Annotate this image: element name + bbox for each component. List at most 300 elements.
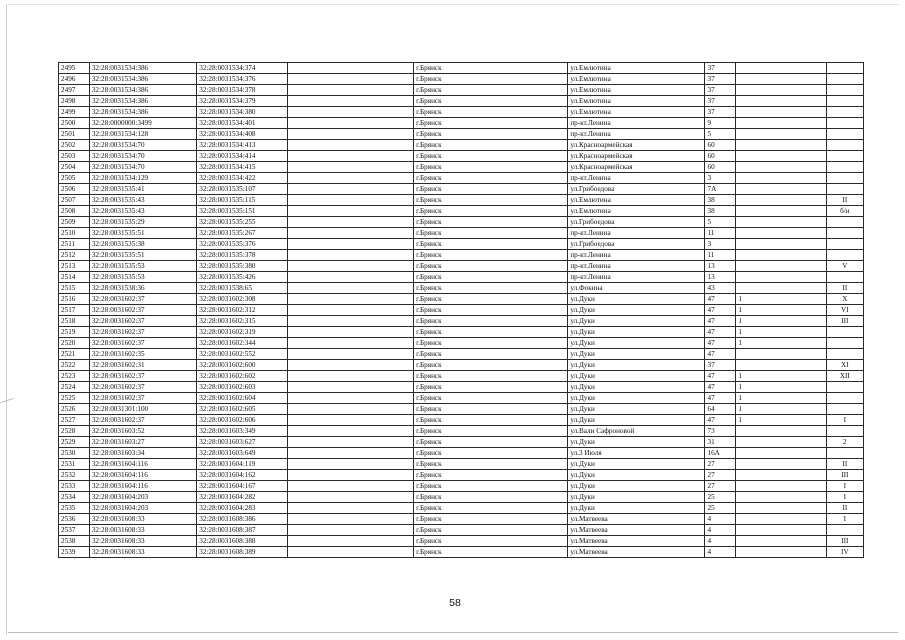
empty-cell [287, 393, 414, 404]
house-number-cell: 27 [705, 481, 736, 492]
premises-number-cell [826, 85, 863, 96]
house-number-cell: 47 [705, 305, 736, 316]
object-cadastral-number-cell: 32:28:0031604:167 [197, 481, 287, 492]
premises-number-cell [826, 349, 863, 360]
building-cell [736, 448, 826, 459]
object-cadastral-number-cell: 32:28:0031534:379 [197, 96, 287, 107]
house-number-cell: 47 [705, 316, 736, 327]
table-row [59, 415, 864, 426]
row-number-cell: 2520 [59, 338, 90, 349]
cadastral-number-cell: 32:28:0031535:41 [89, 184, 196, 195]
street-cell: пр-кт.Ленина [568, 118, 705, 129]
premises-number-cell: III [826, 316, 863, 327]
house-number-cell: 9 [705, 118, 736, 129]
object-cadastral-number-cell: 32:28:0031534:422 [197, 173, 287, 184]
building-cell: 1 [736, 393, 826, 404]
cadastral-number-cell: 32:28:0031534:386 [89, 107, 196, 118]
premises-number-cell [826, 426, 863, 437]
object-cadastral-number-cell: 32:28:0031535:255 [197, 217, 287, 228]
row-number-cell: 2506 [59, 184, 90, 195]
city-cell: г.Брянск [414, 360, 568, 371]
street-cell: ул.Дуки [568, 371, 705, 382]
city-cell: г.Брянск [414, 393, 568, 404]
building-cell [736, 426, 826, 437]
street-cell: ул.Красноармейская [568, 151, 705, 162]
table-row [59, 404, 864, 415]
house-number-cell: 37 [705, 85, 736, 96]
object-cadastral-number-cell: 32:28:0031602:552 [197, 349, 287, 360]
building-cell [736, 272, 826, 283]
empty-cell [287, 470, 414, 481]
building-cell [736, 360, 826, 371]
building-cell [736, 503, 826, 514]
table-row [59, 492, 864, 503]
street-cell: ул.Дуки [568, 305, 705, 316]
table-row [59, 96, 864, 107]
city-cell: г.Брянск [414, 261, 568, 272]
row-number-cell: 2519 [59, 327, 90, 338]
object-cadastral-number-cell: 32:28:0031534:376 [197, 74, 287, 85]
cadastral-number-cell: 32:28:0031534:129 [89, 173, 196, 184]
row-number-cell: 2523 [59, 371, 90, 382]
row-number-cell: 2509 [59, 217, 90, 228]
row-number-cell: 2507 [59, 195, 90, 206]
row-number-cell: 2504 [59, 162, 90, 173]
premises-number-cell [826, 118, 863, 129]
cadastral-number-cell: 32:28:0031535:51 [89, 250, 196, 261]
premises-number-cell [826, 272, 863, 283]
building-cell [736, 470, 826, 481]
premises-number-cell [826, 404, 863, 415]
table-row [59, 107, 864, 118]
cadastral-number-cell: 32:28:0000000:3499 [89, 118, 196, 129]
building-cell [736, 349, 826, 360]
house-number-cell: 47 [705, 371, 736, 382]
city-cell: г.Брянск [414, 316, 568, 327]
object-cadastral-number-cell: 32:28:0031534:414 [197, 151, 287, 162]
city-cell: г.Брянск [414, 162, 568, 173]
empty-cell [287, 63, 414, 74]
building-cell [736, 162, 826, 173]
premises-number-cell [826, 96, 863, 107]
cadastral-number-cell: 32:28:0031534:70 [89, 162, 196, 173]
row-number-cell: 2511 [59, 239, 90, 250]
row-number-cell: 2536 [59, 514, 90, 525]
object-cadastral-number-cell: 32:28:0031535:267 [197, 228, 287, 239]
empty-cell [287, 173, 414, 184]
house-number-cell: 60 [705, 140, 736, 151]
empty-cell [287, 327, 414, 338]
table-row [59, 63, 864, 74]
street-cell: ул.Дуки [568, 382, 705, 393]
cadastral-number-cell: 32:28:0031602:37 [89, 338, 196, 349]
object-cadastral-number-cell: 32:28:0031602:344 [197, 338, 287, 349]
building-cell: 1 [736, 382, 826, 393]
cadastral-number-cell: 32:28:0031534:386 [89, 85, 196, 96]
object-cadastral-number-cell: 32:28:0031602:319 [197, 327, 287, 338]
premises-number-cell [826, 228, 863, 239]
city-cell: г.Брянск [414, 250, 568, 261]
empty-cell [287, 272, 414, 283]
premises-number-cell: II [826, 283, 863, 294]
house-number-cell: 5 [705, 129, 736, 140]
premises-number-cell [826, 162, 863, 173]
cadastral-number-cell: 32:28:0031535:29 [89, 217, 196, 228]
cadastral-number-cell: 32:28:0031534:386 [89, 96, 196, 107]
table-row [59, 74, 864, 85]
street-cell: ул.Матвеева [568, 536, 705, 547]
empty-cell [287, 492, 414, 503]
premises-number-cell: III [826, 470, 863, 481]
street-cell: ул.Красноармейская [568, 162, 705, 173]
row-number-cell: 2495 [59, 63, 90, 74]
table-row [59, 195, 864, 206]
cadastral-number-cell: 32:28:0031534:70 [89, 151, 196, 162]
building-cell: 1 [736, 415, 826, 426]
street-cell: ул.Дуки [568, 338, 705, 349]
house-number-cell: 60 [705, 151, 736, 162]
city-cell: г.Брянск [414, 151, 568, 162]
cadastral-number-cell: 32:28:0031535:53 [89, 261, 196, 272]
row-number-cell: 2538 [59, 536, 90, 547]
street-cell: ул.Дуки [568, 360, 705, 371]
street-cell: ул.Дуки [568, 404, 705, 415]
table-row [59, 382, 864, 393]
cadastral-number-cell: 32:28:0031608:33 [89, 547, 196, 558]
street-cell: пр-кт.Ленина [568, 129, 705, 140]
row-number-cell: 2496 [59, 74, 90, 85]
cadastral-number-cell: 32:28:0031534:386 [89, 74, 196, 85]
object-cadastral-number-cell: 32:28:0031535:376 [197, 239, 287, 250]
cadastral-number-cell: 32:28:0031602:31 [89, 360, 196, 371]
city-cell: г.Брянск [414, 184, 568, 195]
cadastral-number-cell: 32:28:0031608:33 [89, 525, 196, 536]
object-cadastral-number-cell: 32:28:0031534:374 [197, 63, 287, 74]
premises-number-cell [826, 338, 863, 349]
object-cadastral-number-cell: 32:28:0031535:115 [197, 195, 287, 206]
premises-number-cell [826, 74, 863, 85]
table-row [59, 272, 864, 283]
object-cadastral-number-cell: 32:28:0031603:649 [197, 448, 287, 459]
empty-cell [287, 250, 414, 261]
premises-number-cell [826, 525, 863, 536]
object-cadastral-number-cell: 32:28:0031604:162 [197, 470, 287, 481]
street-cell: ул.Емлютина [568, 85, 705, 96]
cadastral-number-cell: 32:28:0031301:100 [89, 404, 196, 415]
city-cell: г.Брянск [414, 305, 568, 316]
table-row [59, 371, 864, 382]
object-cadastral-number-cell: 32:28:0031602:315 [197, 316, 287, 327]
empty-cell [287, 206, 414, 217]
street-cell: ул.Дуки [568, 492, 705, 503]
object-cadastral-number-cell: 32:28:0031602:602 [197, 371, 287, 382]
empty-cell [287, 305, 414, 316]
cadastral-number-cell: 32:28:0031604:203 [89, 503, 196, 514]
empty-cell [287, 481, 414, 492]
empty-cell [287, 514, 414, 525]
table-row [59, 470, 864, 481]
object-cadastral-number-cell: 32:28:0031608:387 [197, 525, 287, 536]
house-number-cell: 37 [705, 63, 736, 74]
object-cadastral-number-cell: 32:28:0031535:426 [197, 272, 287, 283]
table-row [59, 140, 864, 151]
cadastral-number-cell: 32:28:0031535:38 [89, 239, 196, 250]
object-cadastral-number-cell: 32:28:0031602:312 [197, 305, 287, 316]
empty-cell [287, 283, 414, 294]
street-cell: ул.Грибоедова [568, 184, 705, 195]
house-number-cell: 47 [705, 338, 736, 349]
street-cell: ул.3 Июля [568, 448, 705, 459]
premises-number-cell: I [826, 492, 863, 503]
premises-number-cell [826, 239, 863, 250]
table-row [59, 305, 864, 316]
house-number-cell: 5 [705, 217, 736, 228]
cadastral-number-cell: 32:28:0031603:52 [89, 426, 196, 437]
city-cell: г.Брянск [414, 118, 568, 129]
empty-cell [287, 74, 414, 85]
street-cell: ул.Дуки [568, 294, 705, 305]
empty-cell [287, 184, 414, 195]
house-number-cell: 47 [705, 382, 736, 393]
row-number-cell: 2513 [59, 261, 90, 272]
row-number-cell: 2502 [59, 140, 90, 151]
city-cell: г.Брянск [414, 74, 568, 85]
cadastral-number-cell: 32:28:0031535:43 [89, 195, 196, 206]
empty-cell [287, 195, 414, 206]
street-cell: пр-кт.Ленина [568, 250, 705, 261]
house-number-cell: 37 [705, 360, 736, 371]
empty-cell [287, 96, 414, 107]
city-cell: г.Брянск [414, 426, 568, 437]
cadastral-number-cell: 32:28:0031604:203 [89, 492, 196, 503]
cadastral-number-cell: 32:28:0031604:116 [89, 459, 196, 470]
city-cell: г.Брянск [414, 492, 568, 503]
page-number: 58 [449, 597, 461, 609]
city-cell: г.Брянск [414, 206, 568, 217]
table-row [59, 360, 864, 371]
object-cadastral-number-cell: 32:28:0031602:604 [197, 393, 287, 404]
row-number-cell: 2515 [59, 283, 90, 294]
row-number-cell: 2526 [59, 404, 90, 415]
building-cell [736, 151, 826, 162]
empty-cell [287, 426, 414, 437]
row-number-cell: 2498 [59, 96, 90, 107]
empty-cell [287, 140, 414, 151]
row-number-cell: 2516 [59, 294, 90, 305]
empty-cell [287, 349, 414, 360]
row-number-cell: 2522 [59, 360, 90, 371]
building-cell [736, 459, 826, 470]
premises-number-cell [826, 140, 863, 151]
city-cell: г.Брянск [414, 404, 568, 415]
table-row [59, 316, 864, 327]
building-cell [736, 536, 826, 547]
street-cell: ул.Емлютина [568, 63, 705, 74]
city-cell: г.Брянск [414, 63, 568, 74]
city-cell: г.Брянск [414, 437, 568, 448]
cadastral-number-cell: 32:28:0031608:33 [89, 514, 196, 525]
row-number-cell: 2518 [59, 316, 90, 327]
table-row [59, 448, 864, 459]
row-number-cell: 2537 [59, 525, 90, 536]
table-body [59, 63, 864, 558]
street-cell: ул.Дуки [568, 349, 705, 360]
building-cell: 1 [736, 404, 826, 415]
row-number-cell: 2514 [59, 272, 90, 283]
cadastral-register-table [58, 62, 864, 558]
building-cell [736, 547, 826, 558]
city-cell: г.Брянск [414, 129, 568, 140]
empty-cell [287, 371, 414, 382]
empty-cell [287, 382, 414, 393]
cadastral-number-cell: 32:28:0031602:37 [89, 415, 196, 426]
street-cell: ул.Вали Сафроновой [568, 426, 705, 437]
table-row [59, 294, 864, 305]
cadastral-number-cell: 32:28:0031602:37 [89, 305, 196, 316]
house-number-cell: 27 [705, 470, 736, 481]
premises-number-cell: III [826, 536, 863, 547]
empty-cell [287, 459, 414, 470]
empty-cell [287, 118, 414, 129]
house-number-cell: 13 [705, 272, 736, 283]
premises-number-cell: V [826, 261, 863, 272]
row-number-cell: 2501 [59, 129, 90, 140]
house-number-cell: 47 [705, 393, 736, 404]
empty-cell [287, 294, 414, 305]
building-cell [736, 250, 826, 261]
street-cell: ул.Матвеева [568, 547, 705, 558]
table-row [59, 162, 864, 173]
cadastral-number-cell: 32:28:0031538:36 [89, 283, 196, 294]
street-cell: ул.Фокина [568, 283, 705, 294]
cadastral-number-cell: 32:28:0031602:37 [89, 382, 196, 393]
house-number-cell: 37 [705, 107, 736, 118]
building-cell [736, 118, 826, 129]
row-number-cell: 2521 [59, 349, 90, 360]
table-row [59, 525, 864, 536]
premises-number-cell: б/н [826, 206, 863, 217]
row-number-cell: 2527 [59, 415, 90, 426]
row-number-cell: 2529 [59, 437, 90, 448]
house-number-cell: 4 [705, 547, 736, 558]
table-row [59, 85, 864, 96]
row-number-cell: 2533 [59, 481, 90, 492]
premises-number-cell [826, 217, 863, 228]
table-row [59, 217, 864, 228]
table-row [59, 173, 864, 184]
building-cell [736, 239, 826, 250]
cadastral-number-cell: 32:28:0031608:33 [89, 536, 196, 547]
city-cell: г.Брянск [414, 173, 568, 184]
object-cadastral-number-cell: 32:28:0031602:605 [197, 404, 287, 415]
house-number-cell: 25 [705, 503, 736, 514]
table-row [59, 514, 864, 525]
building-cell [736, 173, 826, 184]
table-row [59, 118, 864, 129]
house-number-cell: 43 [705, 283, 736, 294]
city-cell: г.Брянск [414, 371, 568, 382]
premises-number-cell [826, 327, 863, 338]
city-cell: г.Брянск [414, 448, 568, 459]
premises-number-cell [826, 151, 863, 162]
row-number-cell: 2530 [59, 448, 90, 459]
house-number-cell: 25 [705, 492, 736, 503]
building-cell [736, 74, 826, 85]
street-cell: ул.Емлютина [568, 206, 705, 217]
cadastral-number-cell: 32:28:0031602:37 [89, 327, 196, 338]
street-cell: пр-кт.Ленина [568, 173, 705, 184]
building-cell [736, 107, 826, 118]
table-row [59, 261, 864, 272]
object-cadastral-number-cell: 32:28:0031608:388 [197, 536, 287, 547]
table-row [59, 250, 864, 261]
building-cell: 1 [736, 305, 826, 316]
city-cell: г.Брянск [414, 140, 568, 151]
premises-number-cell [826, 184, 863, 195]
premises-number-cell [826, 250, 863, 261]
object-cadastral-number-cell: 32:28:0031603:627 [197, 437, 287, 448]
cadastral-number-cell: 32:28:0031534:128 [89, 129, 196, 140]
building-cell [736, 85, 826, 96]
empty-cell [287, 129, 414, 140]
street-cell: ул.Емлютина [568, 96, 705, 107]
table-row [59, 536, 864, 547]
table-row [59, 503, 864, 514]
cadastral-number-cell: 32:28:0031603:27 [89, 437, 196, 448]
object-cadastral-number-cell: 32:28:0031604:282 [197, 492, 287, 503]
city-cell: г.Брянск [414, 514, 568, 525]
empty-cell [287, 360, 414, 371]
empty-cell [287, 107, 414, 118]
empty-cell [287, 162, 414, 173]
premises-number-cell [826, 382, 863, 393]
street-cell: ул.Красноармейская [568, 140, 705, 151]
house-number-cell: 47 [705, 327, 736, 338]
city-cell: г.Брянск [414, 349, 568, 360]
cadastral-number-cell: 32:28:0031535:51 [89, 228, 196, 239]
street-cell: ул.Дуки [568, 415, 705, 426]
row-number-cell: 2510 [59, 228, 90, 239]
object-cadastral-number-cell: 32:28:0031602:308 [197, 294, 287, 305]
house-number-cell: 7А [705, 184, 736, 195]
row-number-cell: 2534 [59, 492, 90, 503]
house-number-cell: 73 [705, 426, 736, 437]
street-cell: ул.Дуки [568, 316, 705, 327]
empty-cell [287, 437, 414, 448]
cadastral-number-cell: 32:28:0031602:37 [89, 316, 196, 327]
house-number-cell: 47 [705, 294, 736, 305]
cadastral-number-cell: 32:28:0031602:35 [89, 349, 196, 360]
building-cell [736, 283, 826, 294]
table-row [59, 327, 864, 338]
building-cell [736, 525, 826, 536]
empty-cell [287, 404, 414, 415]
building-cell [736, 96, 826, 107]
house-number-cell: 16А [705, 448, 736, 459]
city-cell: г.Брянск [414, 470, 568, 481]
table-row [59, 459, 864, 470]
premises-number-cell: II [826, 195, 863, 206]
empty-cell [287, 151, 414, 162]
row-number-cell: 2525 [59, 393, 90, 404]
table-row [59, 206, 864, 217]
street-cell: ул.Емлютина [568, 195, 705, 206]
city-cell: г.Брянск [414, 547, 568, 558]
empty-cell [287, 239, 414, 250]
city-cell: г.Брянск [414, 481, 568, 492]
house-number-cell: 38 [705, 195, 736, 206]
building-cell [736, 492, 826, 503]
